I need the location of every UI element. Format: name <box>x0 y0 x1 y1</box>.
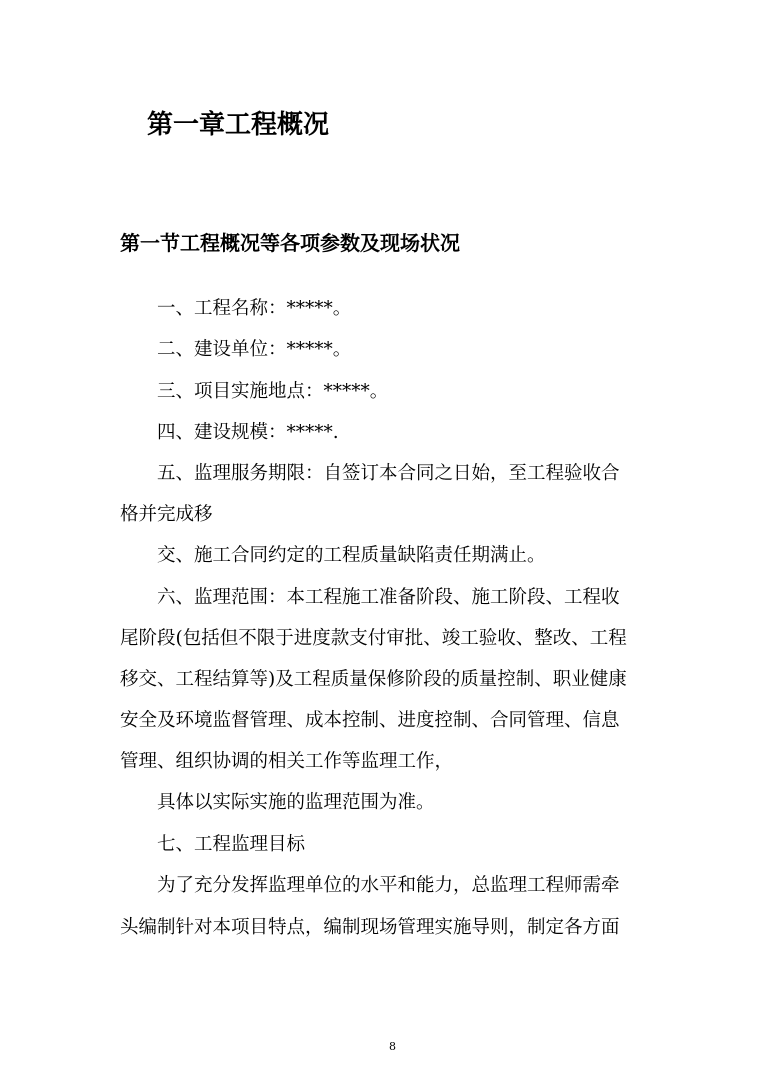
paragraph-line: 尾阶段(包括但不限于进度款支付审批、竣工验收、整改、工程 <box>120 628 627 649</box>
page-number: 8 <box>389 1040 396 1053</box>
paragraph-line: 管理、组织协调的相关工作等监理工作， <box>120 751 454 772</box>
paragraph-line: 移交、工程结算等)及工程质量保修阶段的质量控制、职业健康 <box>120 669 627 690</box>
paragraph-line: 二、建设单位：*****。 <box>157 339 352 360</box>
section-title: 第一节工程概况等各项参数及现场状况 <box>120 231 460 255</box>
paragraph-line: 三、项目实施地点：*****。 <box>157 381 389 402</box>
paragraph-line: 四、建设规模：*****. <box>157 422 339 443</box>
paragraph-line: 七、工程监理目标 <box>157 834 306 855</box>
paragraph-line: 头编制针对本项目特点，编制现场管理实施导则，制定各方面 <box>120 917 620 938</box>
paragraph-line: 六、监理范围：本工程施工准备阶段、施工阶段、工程收 <box>157 587 620 608</box>
paragraph-line: 安全及环境监督管理、成本控制、进度控制、合同管理、信息 <box>120 710 620 731</box>
paragraph-line: 格并完成移 <box>120 504 213 525</box>
paragraph-line: 具体以实际实施的监理范围为准。 <box>157 792 435 813</box>
chapter-title: 第一章工程概况 <box>147 110 330 140</box>
paragraph-line: 交、施工合同约定的工程质量缺陷责任期满止。 <box>157 545 546 566</box>
paragraph-line: 一、工程名称：*****。 <box>157 298 352 319</box>
paragraph-line: 为了充分发挥监理单位的水平和能力，总监理工程师需牵 <box>157 875 620 896</box>
paragraph-line: 五、监理服务期限：自签订本合同之日始，至工程验收合 <box>157 463 620 484</box>
